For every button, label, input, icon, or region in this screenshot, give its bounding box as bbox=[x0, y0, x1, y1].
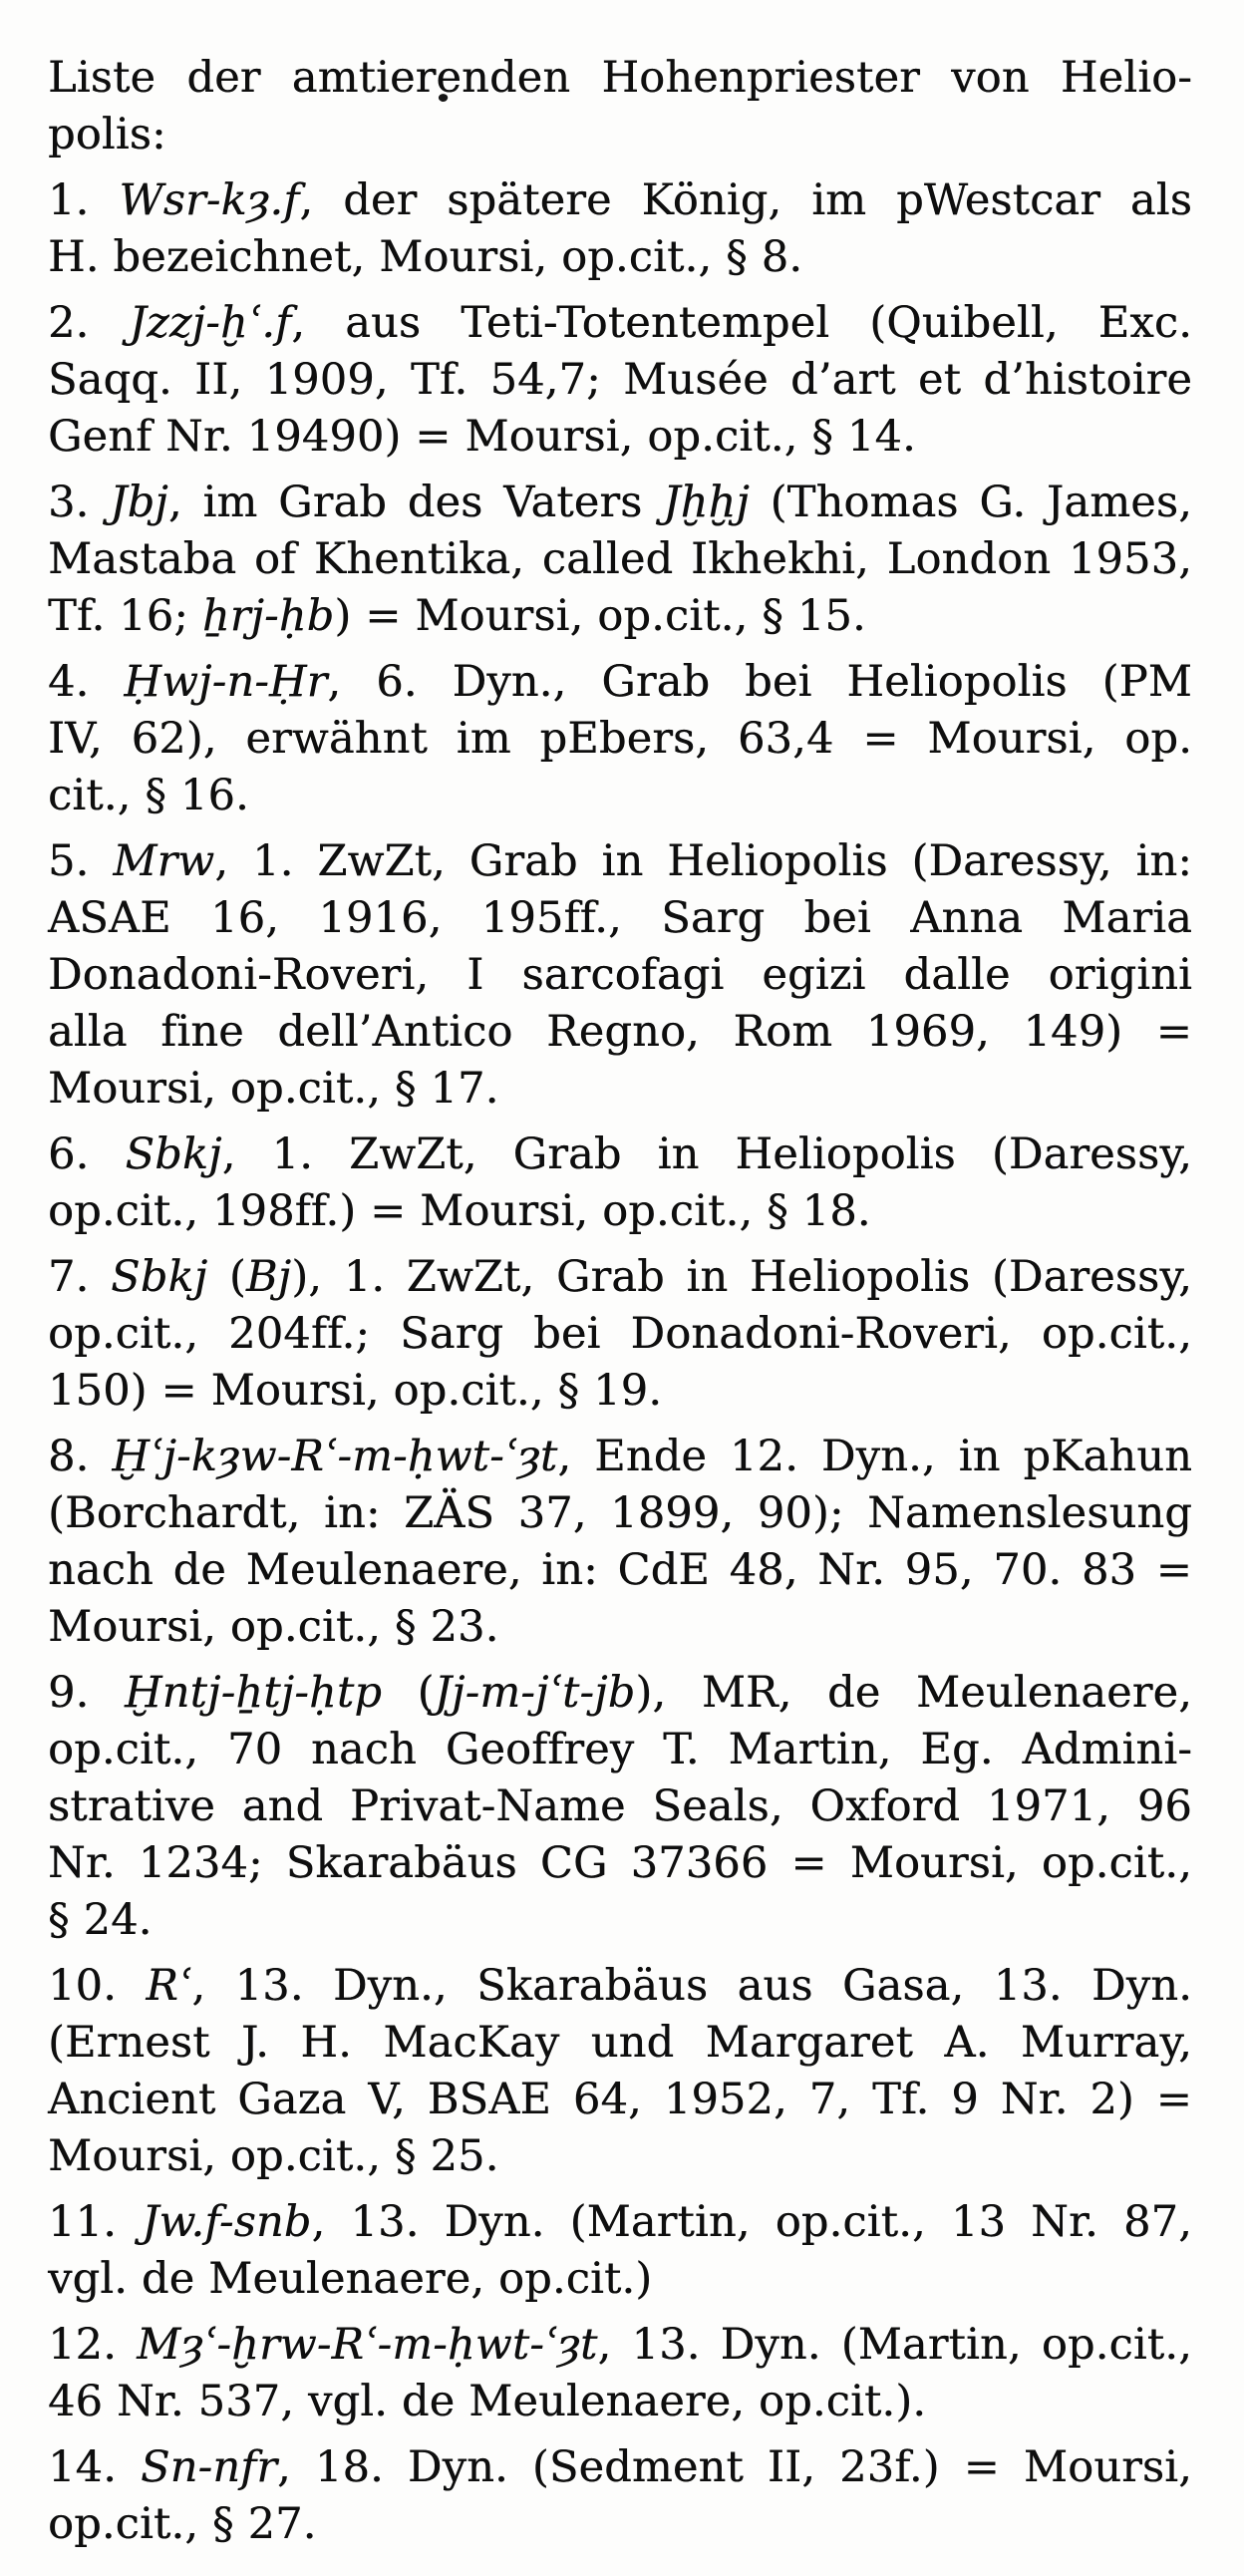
text-segment: , Ende 12. Dyn., in pKahun bbox=[557, 1432, 1193, 1481]
transliteration: Sbkj bbox=[111, 1252, 208, 1302]
transliteration: Bj bbox=[245, 1252, 292, 1302]
text-segment: 1. bbox=[48, 175, 120, 225]
text-line bbox=[48, 2194, 1192, 2251]
text-segment: 150) = Moursi, op.cit., § 19. bbox=[48, 1366, 663, 1416]
transliteration: Ḫntj-ẖtj-ḥtp bbox=[124, 1668, 383, 1718]
text-line bbox=[48, 172, 1192, 229]
text-segment: 10. bbox=[48, 1961, 147, 2011]
text-line bbox=[48, 2496, 1192, 2553]
text-segment: ( bbox=[382, 1668, 435, 1718]
text-segment: 14. bbox=[48, 2442, 141, 2492]
text-line bbox=[48, 475, 1192, 531]
text-line bbox=[48, 1061, 1192, 1118]
text-segment: Genf Nr. 19490) = Moursi, op.cit., § 14. bbox=[48, 412, 916, 462]
text-segment: Saqq. II, 1909, Tf. 54,7; Musée d’art et d’histoire bbox=[48, 355, 1192, 405]
text-segment: , der spätere König, im pWestcar als bbox=[299, 175, 1192, 225]
text-segment: strative and Privat-Name Seals, Oxford 1971, 96 bbox=[48, 1781, 1192, 1831]
text-line bbox=[48, 1485, 1192, 1542]
text-line bbox=[48, 588, 1192, 645]
paragraph-entry-5 bbox=[48, 833, 1192, 1118]
text-segment: op.cit., 70 nach Geoffrey T. Martin, Eg. Admini- bbox=[48, 1725, 1192, 1774]
transliteration: Sbkj bbox=[125, 1129, 222, 1179]
paragraph-entry-6 bbox=[48, 1127, 1192, 1240]
text-line bbox=[48, 1363, 1192, 1420]
text-segment: alla fine dell’Antico Regno, Rom 1969, 149) = bbox=[48, 1007, 1192, 1057]
text-segment: Moursi, op.cit., § 23. bbox=[48, 1602, 499, 1652]
transliteration: Jzzj-ḫʿ.f bbox=[129, 298, 292, 348]
text-line bbox=[48, 2015, 1192, 2072]
transliteration: Jbj bbox=[110, 478, 168, 527]
transliteration: Jj-m-jʿt-jb bbox=[434, 1668, 636, 1718]
text-segment: , 13. Dyn. (Martin, op.cit., bbox=[597, 2320, 1192, 2370]
text-segment: Donadoni-Roveri, I sarcofagi egizi dalle origini bbox=[48, 950, 1192, 1000]
text-block bbox=[48, 50, 1192, 2553]
text-line bbox=[48, 833, 1192, 890]
text-segment: nach de Meulenaere, in: CdE 48, Nr. 95, 70. 83 = bbox=[48, 1545, 1192, 1595]
text-line bbox=[48, 1835, 1192, 1892]
text-line bbox=[48, 295, 1192, 352]
text-segment: op.cit., § 27. bbox=[48, 2499, 317, 2549]
text-segment: , im Grab des Vaters bbox=[167, 478, 664, 527]
text-segment: vgl. de Meulenaere, op.cit.) bbox=[48, 2254, 653, 2304]
text-segment: 7. bbox=[48, 1252, 112, 1302]
text-segment: , 13. Dyn. (Martin, op.cit., 13 Nr. 87, bbox=[311, 2197, 1192, 2247]
text-segment: cit., § 16. bbox=[48, 771, 249, 820]
text-segment: ), MR, de Meulenaere, bbox=[635, 1668, 1192, 1718]
paragraph-entry-3 bbox=[48, 475, 1192, 645]
text-line bbox=[48, 1127, 1192, 1183]
text-segment: Tf. 16; bbox=[48, 591, 202, 641]
text-line bbox=[48, 2439, 1192, 2496]
text-line bbox=[48, 768, 1192, 824]
text-segment: Liste der amtierenden Hohenpriester von Helio- bbox=[48, 53, 1192, 103]
text-segment: 12. bbox=[48, 2320, 138, 2370]
transliteration: ẖrj-ḥb bbox=[201, 591, 335, 641]
text-line bbox=[48, 1599, 1192, 1656]
text-segment: 9. bbox=[48, 1668, 125, 1718]
text-segment: 8. bbox=[48, 1432, 113, 1481]
text-segment: 46 Nr. 537, vgl. de Meulenaere, op.cit.). bbox=[48, 2377, 927, 2426]
text-segment: , 6. Dyn., Grab bei Heliopolis (PM bbox=[327, 657, 1192, 707]
text-segment: Moursi, op.cit., § 17. bbox=[48, 1064, 499, 1114]
text-segment: 6. bbox=[48, 1129, 126, 1179]
text-line bbox=[48, 1429, 1192, 1485]
text-line bbox=[48, 1778, 1192, 1835]
text-line bbox=[48, 2072, 1192, 2128]
text-line bbox=[48, 1183, 1192, 1240]
paragraph-entry-1 bbox=[48, 172, 1192, 286]
text-segment: Mastaba of Khentika, called Ikhekhi, London 1953, bbox=[48, 534, 1192, 584]
text-line bbox=[48, 352, 1192, 409]
text-segment: Ancient Gaza V, BSAE 64, 1952, 7, Tf. 9 Nr. 2) = bbox=[48, 2075, 1192, 2124]
paragraph-entry-14 bbox=[48, 2439, 1192, 2553]
text-segment: op.cit., 204ff.; Sarg bei Donadoni-Roveri, op.cit., bbox=[48, 1309, 1192, 1359]
text-segment: ), 1. ZwZt, Grab in Heliopolis (Daressy, bbox=[291, 1252, 1192, 1302]
text-segment: (Ernest J. H. MacKay und Margaret A. Murray, bbox=[48, 2018, 1192, 2068]
text-segment: Moursi, op.cit., § 25. bbox=[48, 2131, 499, 2181]
transliteration: Mȝʿ-ḫrw-Rʿ-m-ḥwt-ʿȝt bbox=[137, 2320, 598, 2370]
text-line bbox=[48, 229, 1192, 286]
paragraph-intro bbox=[48, 50, 1192, 163]
text-line bbox=[48, 50, 1192, 107]
text-line bbox=[48, 2128, 1192, 2185]
paragraph-entry-2 bbox=[48, 295, 1192, 466]
text-segment: , aus Teti-Totentempel (Quibell, Exc. bbox=[291, 298, 1192, 348]
paragraph-entry-11 bbox=[48, 2194, 1192, 2308]
transliteration: Rʿ bbox=[146, 1961, 192, 2011]
text-segment: (Thomas G. James, bbox=[749, 478, 1192, 527]
text-segment: 3. bbox=[48, 478, 111, 527]
text-segment: , 13. Dyn., Skarabäus aus Gasa, 13. Dyn. bbox=[191, 1961, 1192, 2011]
transliteration: Ḫʿj-kȝw-Rʿ-m-ḥwt-ʿȝt bbox=[112, 1432, 558, 1481]
paragraph-entry-8 bbox=[48, 1429, 1192, 1656]
text-line bbox=[48, 711, 1192, 768]
text-segment: polis: bbox=[48, 110, 166, 160]
text-segment: 11. bbox=[48, 2197, 143, 2247]
text-segment: , 1. ZwZt, Grab in Heliopolis (Daressy, bbox=[221, 1129, 1192, 1179]
text-line bbox=[48, 2251, 1192, 2308]
text-line bbox=[48, 2317, 1192, 2374]
text-segment: ASAE 16, 1916, 195ff., Sarg bei Anna Maria bbox=[48, 893, 1192, 943]
text-line bbox=[48, 1004, 1192, 1061]
text-line bbox=[48, 1665, 1192, 1722]
text-line bbox=[48, 1249, 1192, 1306]
text-line bbox=[48, 531, 1192, 588]
text-segment: IV, 62), erwähnt im pEbers, 63,4 = Moursi, op. bbox=[48, 714, 1192, 764]
transliteration: Mrw bbox=[113, 836, 215, 886]
text-line bbox=[48, 1542, 1192, 1599]
paragraph-entry-9 bbox=[48, 1665, 1192, 1949]
text-line bbox=[48, 1958, 1192, 2015]
text-line bbox=[48, 890, 1192, 947]
text-segment: 4. bbox=[48, 657, 125, 707]
text-segment: § 24. bbox=[48, 1895, 153, 1945]
transliteration: Wsr-kȝ.f bbox=[119, 175, 300, 225]
text-segment: , 1. ZwZt, Grab in Heliopolis (Daressy, in: bbox=[214, 836, 1193, 886]
transliteration: Sn-nfr bbox=[141, 2442, 278, 2492]
transliteration: Jḫḫj bbox=[663, 478, 750, 527]
text-segment: H. bezeichnet, Moursi, op.cit., § 8. bbox=[48, 232, 803, 282]
text-line bbox=[48, 1306, 1192, 1363]
text-segment: (Borchardt, in: ZÄS 37, 1899, 90); Namenslesung bbox=[48, 1488, 1192, 1538]
text-segment: 2. bbox=[48, 298, 130, 348]
text-line bbox=[48, 2374, 1192, 2430]
text-segment: 5. bbox=[48, 836, 114, 886]
text-line bbox=[48, 654, 1192, 711]
text-segment: , 18. Dyn. (Sedment II, 23f.) = Moursi, bbox=[277, 2442, 1192, 2492]
text-line bbox=[48, 1722, 1192, 1778]
text-segment: op.cit., 198ff.) = Moursi, op.cit., § 18. bbox=[48, 1186, 871, 1236]
transliteration: Jw.f-snb bbox=[142, 2197, 312, 2247]
text-line bbox=[48, 409, 1192, 466]
text-line bbox=[48, 1892, 1192, 1949]
text-line bbox=[48, 947, 1192, 1004]
transliteration: Ḥwj-n-Ḥr bbox=[124, 657, 328, 707]
paragraph-entry-10 bbox=[48, 1958, 1192, 2185]
paragraph-entry-4 bbox=[48, 654, 1192, 824]
paragraph-entry-7 bbox=[48, 1249, 1192, 1420]
paragraph-entry-12 bbox=[48, 2317, 1192, 2430]
text-line bbox=[48, 107, 1192, 163]
text-segment: Nr. 1234; Skarabäus CG 37366 = Moursi, op.cit., bbox=[48, 1838, 1192, 1888]
text-segment: ) = Moursi, op.cit., § 15. bbox=[334, 591, 866, 641]
text-segment: ( bbox=[207, 1252, 246, 1302]
